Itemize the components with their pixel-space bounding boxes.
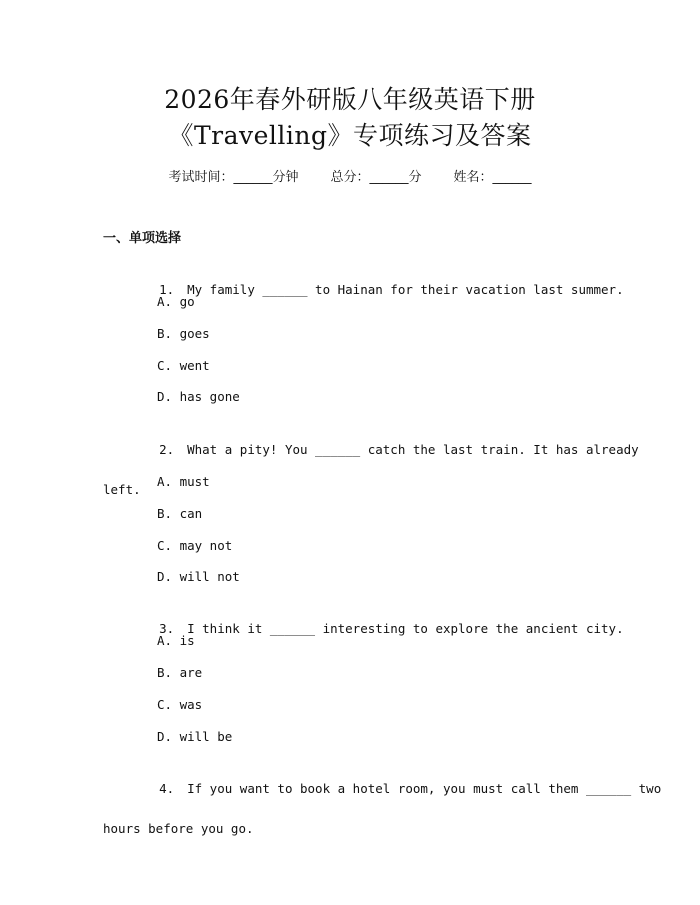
question-text: I think it ______ interesting to explore the ancient city.	[187, 621, 624, 636]
score-unit: 分	[408, 170, 422, 185]
section-heading: 一、单项选择	[103, 231, 182, 246]
option-1b: B. goes	[157, 326, 210, 341]
question-text: My family ______ to Hainan for their vacation last summer.	[187, 282, 624, 297]
question-number: 2.	[159, 442, 175, 457]
question-text: If you want to book a hotel room, you must call them ______ two	[187, 781, 662, 796]
time-blank: ______	[233, 170, 273, 185]
page-title-line-2: 《Travelling》专项练习及答案	[168, 121, 532, 150]
exam-info	[0, 168, 700, 188]
option-3c: C. was	[157, 697, 203, 712]
name-blank: ______	[492, 170, 532, 185]
question-text: What a pity! You ______ catch the last train. It has already	[187, 442, 639, 457]
option-2c: C. may not	[157, 538, 233, 553]
option-1a: A. go	[157, 294, 195, 309]
score-label: 总分：	[330, 170, 370, 185]
time-label: 考试时间：	[168, 170, 234, 185]
option-2b: B. can	[157, 506, 203, 521]
option-3a: A. is	[157, 633, 195, 648]
question-text-continuation: hours before you go.	[103, 821, 254, 836]
question-4	[103, 759, 662, 879]
page-title-line-1: 2026年春外研版八年级英语下册	[164, 85, 536, 114]
option-3d: D. will be	[157, 729, 233, 744]
option-2d: D. will not	[157, 569, 240, 584]
score-blank: ______	[369, 170, 409, 185]
question-number: 3.	[159, 621, 175, 636]
option-2a: A. must	[157, 474, 210, 489]
option-1d: D. has gone	[157, 389, 240, 404]
question-number: 4.	[159, 781, 175, 796]
name-label: 姓名：	[453, 170, 493, 185]
question-text-continuation: left.	[103, 482, 141, 497]
option-3b: B. are	[157, 665, 203, 680]
time-unit: 分钟	[272, 170, 299, 185]
question-number: 1.	[159, 282, 175, 297]
option-1c: C. went	[157, 358, 210, 373]
